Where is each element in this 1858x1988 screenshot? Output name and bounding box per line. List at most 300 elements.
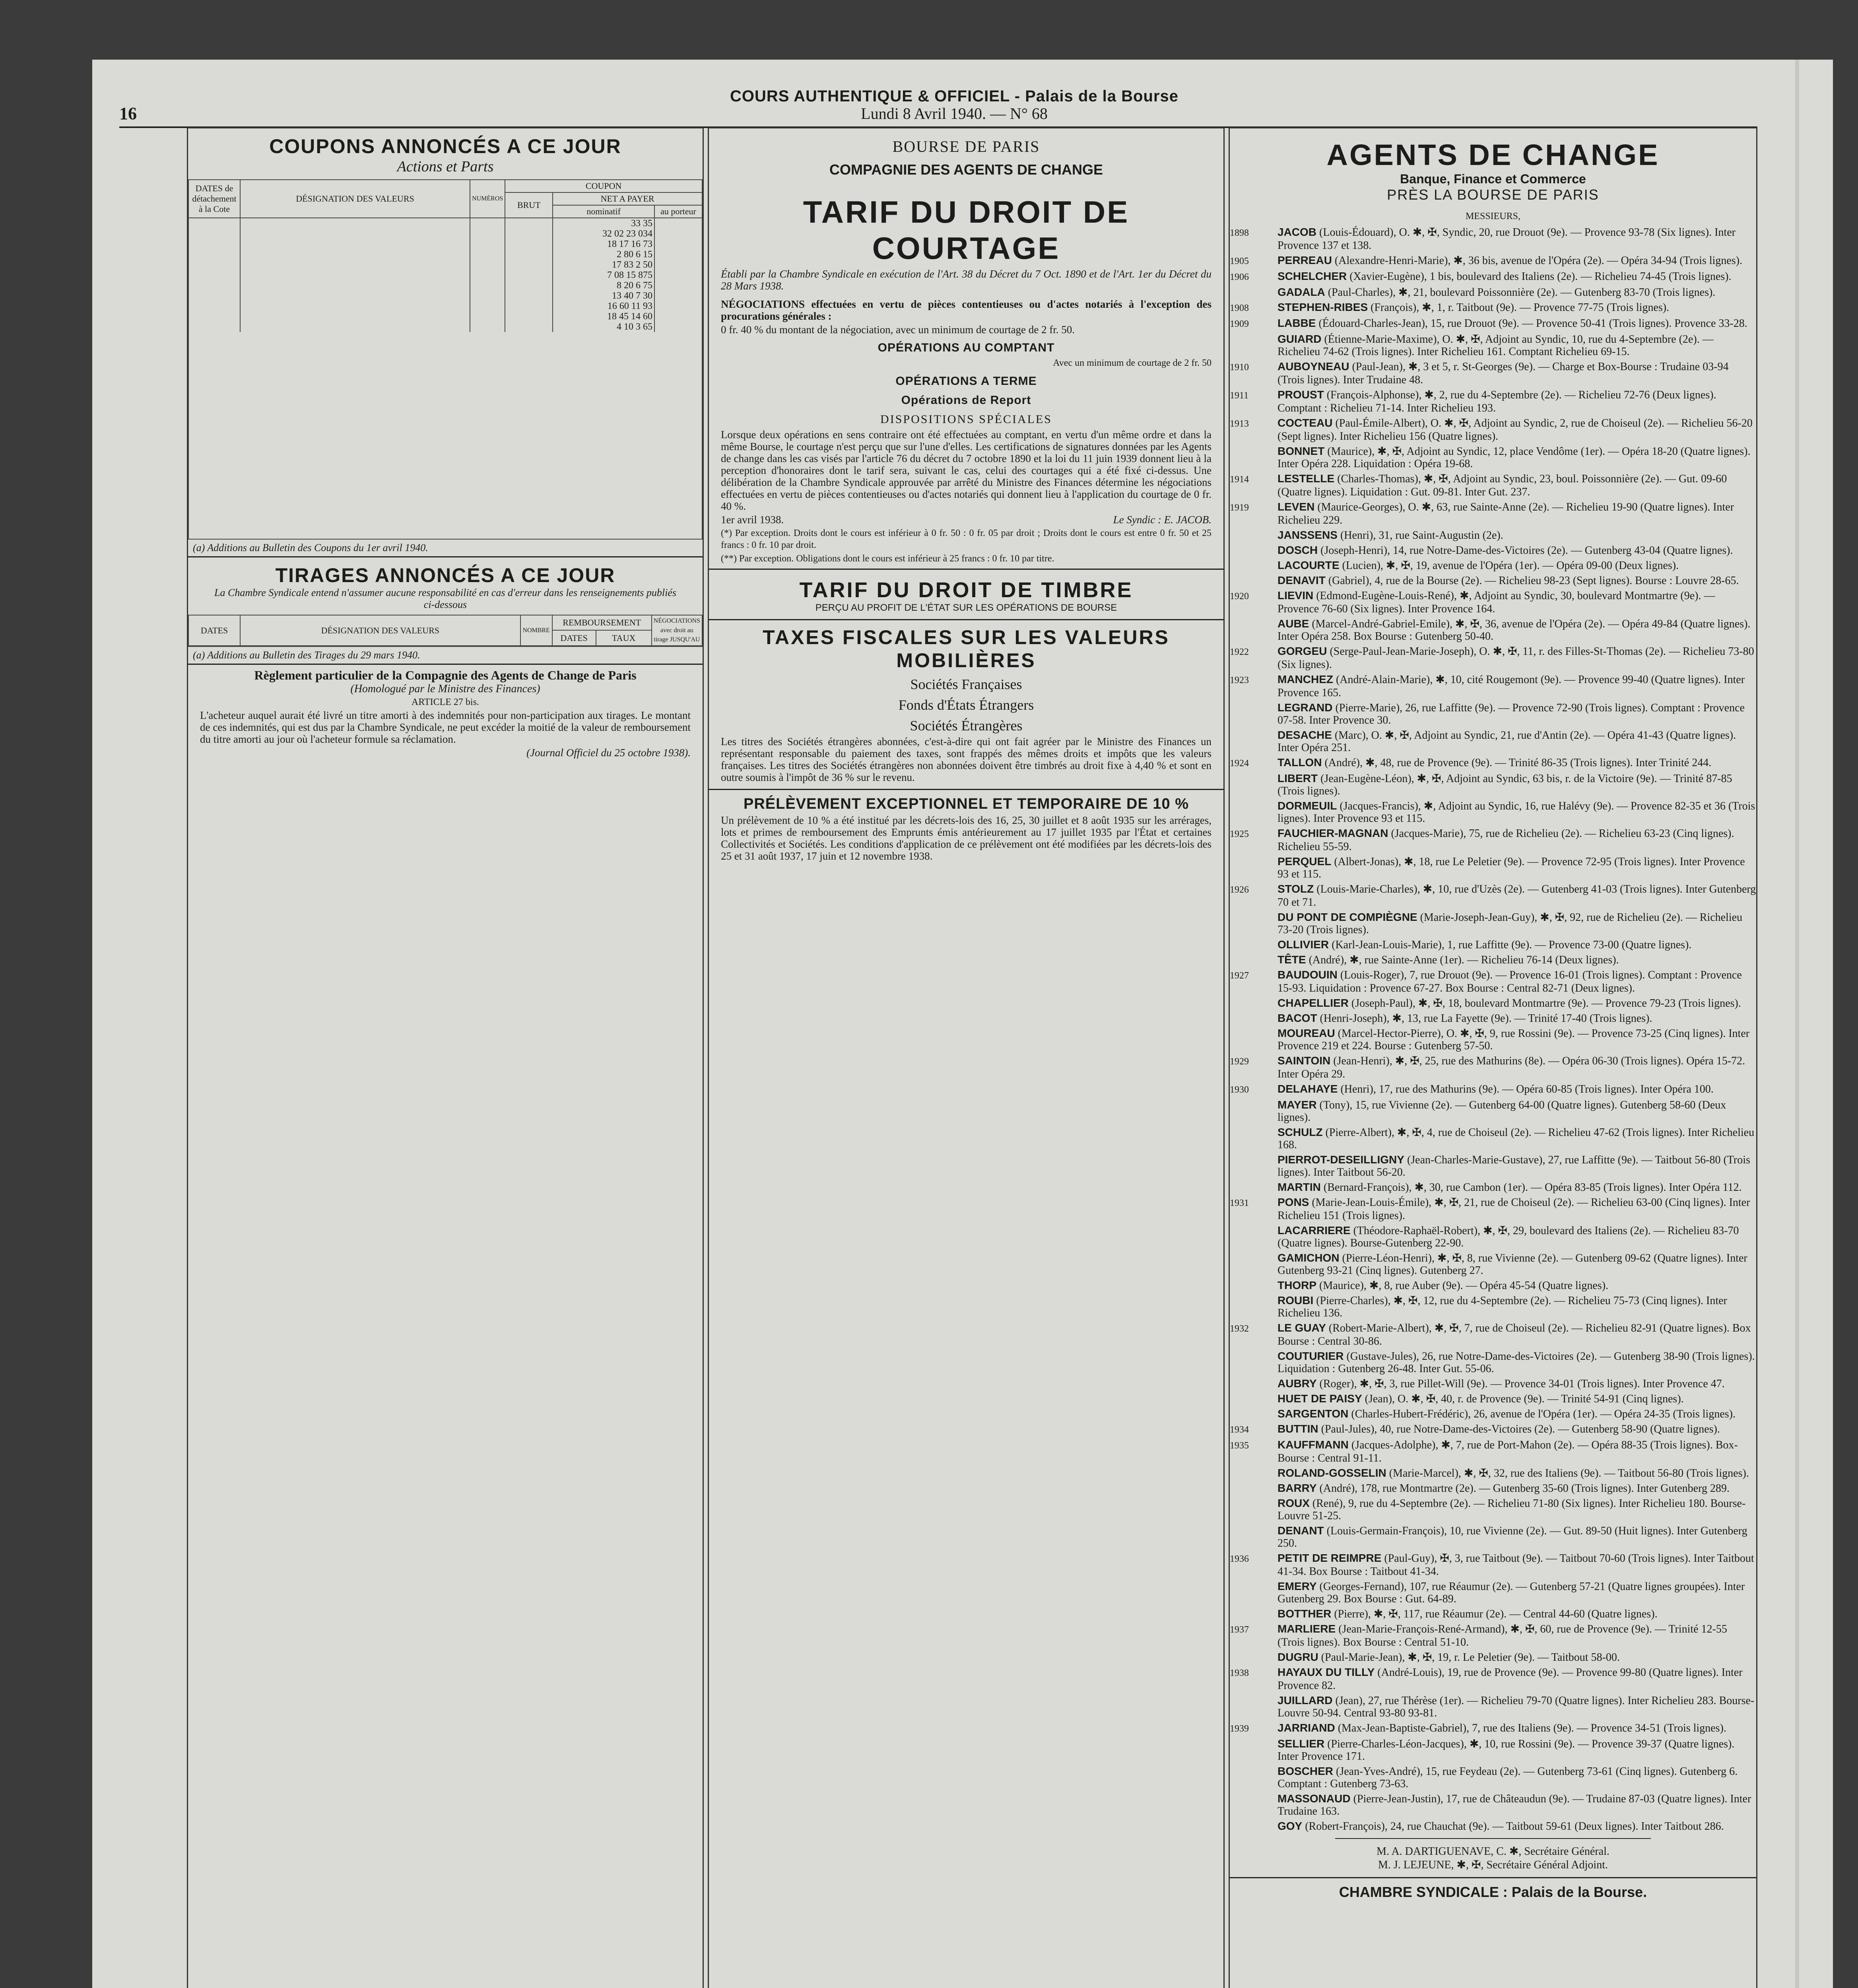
prelevement-text: Un prélèvement de 10 % a été institué par les décrets-lois des 16, 25, 30 juillet et 8 août 1935 sur les arrérages, lots et primes de remboursement des Emprunts émis antérieurement au 17 juillet 1935 par l'État et certaines Collectivités et Sociétés. Les conditions d'application de ce prélèvement ont été modifiées par les décrets-lois des 25 et 31 août 1937, 17 juin et 12 novembre 1938.: [721, 814, 1211, 862]
agent-entry: [1246, 1738, 1756, 1763]
agent-details: (Max-Jean-Baptiste-Gabriel), 7, rue des Italiens (9e). — Provence 34-51 (Trois lignes).: [1335, 1722, 1726, 1734]
agent-entry: [1246, 1580, 1756, 1605]
tarif-note-1: (*) Par exception. Droits dont le cours est inférieur à 0 fr. 50 : 0 fr. 05 par droit ; Droits dont le cours est entre 0 fr. 50 et 25 francs : 0 fr. 10 par droit.: [721, 528, 1211, 550]
table-row: [188, 322, 702, 332]
agent-details: (Théodore-Raphaël-Robert), ✱, ✠, 29, boulevard des Italiens (2e). — Richelieu 83-70 (Quatre lignes). Bourse-Gutenberg 22-90.: [1277, 1225, 1739, 1249]
table-cell: [188, 280, 240, 291]
agent-year: 1930: [1230, 1085, 1249, 1095]
agent-name: JUILLARD: [1277, 1694, 1333, 1706]
table-cell: [470, 249, 505, 260]
agents-sub1: Banque, Finance et Commerce: [1400, 172, 1586, 186]
agent-details: (Charles-Thomas), ✱, ✠, Adjoint au Syndic, 23, boul. Poissonnière (2e). — Gut. 09-60 (Quatre lignes). Liquidation : Gut. 09-81. Inter Gut. 237.: [1277, 473, 1727, 498]
middle-column: [708, 127, 1225, 1988]
agent-name: GORGEU: [1277, 645, 1327, 657]
table-row: [188, 260, 702, 270]
agent-name: PERREAU: [1277, 254, 1332, 266]
table-cell: [240, 260, 470, 270]
agent-name: BOTTHER: [1277, 1607, 1332, 1620]
table-cell: [240, 249, 470, 260]
agent-details: (Jacques-Francis), ✱, Adjoint au Syndic, 16, rue Halévy (9e). — Provence 82-35 et 36 (Trois lignes). Inter Provence 93 et 115.: [1277, 800, 1755, 825]
table-cell: [188, 260, 240, 270]
agent-entry: [1230, 301, 1756, 315]
agent-entry: [1246, 911, 1756, 936]
agent-entry: [1246, 1027, 1756, 1052]
table-cell: [470, 229, 505, 239]
agent-name: LIEVIN: [1277, 589, 1314, 602]
table-cell: [505, 322, 553, 332]
agent-entry: [1246, 559, 1756, 572]
table-cell: [188, 249, 240, 260]
secretaire-general: M. A. DARTIGUENAVE, C. ✱, Secrétaire Général.: [1377, 1845, 1609, 1858]
agent-name: SCHULZ: [1277, 1126, 1323, 1138]
table-row: [188, 291, 702, 301]
agent-name: DELAHAYE: [1277, 1083, 1338, 1095]
agent-entry: [1230, 827, 1756, 853]
agent-entry: [1246, 1408, 1756, 1420]
agent-name: CHAPELLIER: [1277, 997, 1349, 1009]
agent-details: (René), 9, rue du 4-Septembre (2e). — Richelieu 71-80 (Six lignes). Inter Richelieu 180. Bourse-Louvre 51-25.: [1277, 1497, 1746, 1522]
agents-rule: [1335, 1838, 1651, 1839]
agent-name: SAINTOIN: [1277, 1054, 1331, 1067]
agent-entry: [1246, 1497, 1756, 1522]
agent-year: 1898: [1230, 228, 1249, 238]
table-cell: 2 80 6 15: [553, 249, 654, 260]
courtage-subtitle: Établi par la Chambre Syndicale en exécution de l'Art. 38 du Décret du 7 Oct. 1890 et de l'Art. 1er du Décret du 28 Mars 1938.: [721, 268, 1211, 292]
agent-name: SELLIER: [1277, 1738, 1325, 1750]
agent-name: BAUDOUIN: [1277, 969, 1338, 981]
coupons-subtitle: Actions et Parts: [397, 158, 494, 175]
agent-name: OLLIVIER: [1277, 938, 1329, 951]
agent-name: PONS: [1277, 1196, 1309, 1208]
agent-year: 1914: [1230, 474, 1249, 485]
agent-details: (Lucien), ✱, ✠, 19, avenue de l'Opéra (1er). — Opéra 09-00 (Deux lignes).: [1339, 559, 1679, 572]
header-title: COURS AUTHENTIQUE & OFFICIEL - Palais de la Bourse: [730, 87, 1178, 105]
agent-entry: [1246, 1482, 1756, 1495]
coupons-table-blank: [188, 332, 703, 540]
table-cell: 32 02 23 034: [553, 229, 654, 239]
agent-entry: [1230, 388, 1756, 414]
agent-details: (Jacques-Marie), 75, rue de Richelieu (2e). — Richelieu 63-23 (Cinq lignes). Richelieu 55-59.: [1277, 827, 1734, 853]
reglement-subtitle: (Homologué par le Ministre des Finances): [350, 682, 540, 695]
agent-name: DENANT: [1277, 1524, 1324, 1537]
agent-details: (Henri-Joseph), ✱, 13, rue La Fayette (9e). — Trinité 17-40 (Trois lignes).: [1317, 1012, 1652, 1025]
agent-year: 1939: [1230, 1724, 1249, 1734]
agent-year: 1935: [1230, 1441, 1249, 1451]
prelevement-rule: [709, 789, 1223, 790]
table-cell: 8 20 6 75: [553, 280, 654, 291]
societes-etrangeres-title: Sociétés Étrangères: [910, 718, 1023, 734]
agent-year: 1938: [1230, 1668, 1249, 1678]
agent-details: (Serge-Paul-Jean-Marie-Joseph), O. ✱, ✠, 11, r. des Filles-St-Thomas (2e). — Richelieu 73-80 (Six lignes).: [1277, 645, 1754, 671]
compagnie-label: COMPAGNIE DES AGENTS DE CHANGE: [829, 161, 1103, 178]
coupons-footnote: (a) Additions au Bulletin des Coupons du 1er avril 1940.: [193, 542, 428, 553]
table-cell: 18 45 14 60: [553, 311, 654, 322]
agent-name: TALLON: [1277, 756, 1322, 769]
agent-name: JARRIAND: [1277, 1722, 1335, 1734]
agent-name: HAYAUX DU TILLY: [1277, 1666, 1375, 1678]
agent-details: (Xavier-Eugène), 1 bis, boulevard des Italiens (2e). — Richelieu 74-45 (Trois lignes).: [1347, 270, 1732, 283]
table-cell: [240, 218, 470, 229]
agent-entry: [1246, 1153, 1756, 1178]
agent-name: GUIARD: [1277, 333, 1322, 345]
fonds-etats-title: Fonds d'États Étrangers: [898, 697, 1034, 713]
dispositions-date: 1er avril 1938.: [721, 514, 784, 526]
agent-details: (Marcel-André-Gabriel-Emile), ✱, ✠, 36, avenue de l'Opéra (2e). — Opéra 49-84 (Quatre lignes). Inter Opéra 258. Box Bourse : Gutenberg 50-40.: [1277, 618, 1751, 643]
reglement-article: ARTICLE 27 bis.: [412, 697, 479, 707]
table-cell: [654, 218, 702, 229]
taxes-rule: [709, 619, 1223, 620]
table-cell: [188, 322, 240, 332]
agent-name: AUBE: [1277, 617, 1309, 630]
agent-details: (Édouard-Charles-Jean), 15, rue Drouot (9e). — Provence 50-41 (Trois lignes). Provence 33-28.: [1316, 317, 1747, 330]
table-cell: [470, 239, 505, 249]
agent-details: (Jean), O. ✱, ✠, 40, r. de Provence (9e). — Trinité 54-91 (Cinq lignes).: [1362, 1393, 1684, 1405]
table-cell: [654, 280, 702, 291]
tarif-note-2: (**) Par exception. Obligations dont le cours est inférieur à 25 francs : 0 fr. 10 par titre.: [721, 553, 1054, 564]
agent-entry: [1246, 1651, 1756, 1664]
agent-entry: [1230, 270, 1756, 283]
agent-entry: [1246, 445, 1756, 470]
agent-name: BACOT: [1277, 1012, 1317, 1024]
table-cell: [188, 301, 240, 311]
agent-entry: [1246, 1294, 1756, 1319]
agent-details: (Paul-Jean), ✱, 3 et 5, r. St-Georges (9e). — Charge et Box-Bourse : Trudaine 03-94 (Trois lignes). Inter Trudaine 48.: [1277, 361, 1729, 386]
agent-name: BARRY: [1277, 1482, 1317, 1494]
agent-entry: [1246, 529, 1756, 542]
agent-entry: [1246, 333, 1756, 358]
agent-entry: [1246, 1694, 1756, 1719]
agent-details: (Maurice), ✱, ✠, Adjoint au Syndic, 12, place Vendôme (1er). — Opéra 18-20 (Quatre lignes). Inter Opéra 228. Liquidation : Opéra 19-68.: [1277, 445, 1751, 470]
agent-entry: [1246, 1279, 1756, 1292]
agent-details: (Gustave-Jules), 26, rue Notre-Dame-des-Victoires (2e). — Gutenberg 38-90 (Trois lignes). Liquidation : Gutenberg 26-48. Inter Gut. 55-06.: [1277, 1350, 1755, 1375]
table-cell: [654, 239, 702, 249]
table-cell: 4 10 3 65: [553, 322, 654, 332]
agent-entry: [1246, 286, 1756, 299]
agent-entry: [1246, 1224, 1756, 1249]
table-row: [188, 301, 702, 311]
agent-entry: [1246, 1792, 1756, 1817]
tirages-table: [188, 615, 703, 647]
agent-year: 1931: [1230, 1198, 1249, 1208]
agent-name: GADALA: [1277, 286, 1325, 298]
table-cell: [470, 322, 505, 332]
agent-entry: [1230, 1322, 1756, 1347]
agent-entry: [1246, 997, 1756, 1010]
table-cell: [240, 280, 470, 291]
agent-name: SCHELCHER: [1277, 270, 1347, 282]
agent-name: AUBRY: [1277, 1377, 1317, 1390]
agent-details: (Albert-Jonas), ✱, 18, rue Le Peletier (9e). — Provence 72-95 (Trois lignes). Inter Provence 93 et 115.: [1277, 856, 1745, 880]
agent-name: DENAVIT: [1277, 574, 1326, 586]
agent-details: (Robert-Marie-Albert), ✱, ✠, 7, rue de Choiseul (2e). — Richelieu 82-91 (Quatre lignes). Box Bourse : Central 30-86.: [1277, 1322, 1751, 1347]
agent-entry: [1246, 1377, 1756, 1390]
agent-year: 1911: [1230, 390, 1249, 401]
agent-entry: [1246, 1126, 1756, 1151]
table-cell: [505, 301, 553, 311]
col-designation: DÉSIGNATION DES VALEURS: [240, 180, 470, 218]
agent-entry: [1246, 855, 1756, 880]
timbre-subtitle: PERÇU AU PROFIT DE L'ÉTAT SUR LES OPÉRATIONS DE BOURSE: [815, 602, 1117, 613]
agent-entry: [1230, 1623, 1756, 1648]
agent-entry: [1246, 617, 1756, 643]
secretaire-adjoint: M. J. LEJEUNE, ✱, ✠, Secrétaire Général Adjoint.: [1378, 1859, 1608, 1871]
agent-entry: [1246, 1524, 1756, 1549]
agent-entry: [1230, 1423, 1756, 1436]
agent-name: MASSONAUD: [1277, 1792, 1351, 1805]
table-cell: [654, 249, 702, 260]
coupons-rule: [188, 556, 703, 557]
timbre-rule: [709, 569, 1223, 570]
courtage-title: TARIF DU DROIT DE COURTAGE: [803, 194, 1130, 266]
agent-entry: [1246, 1765, 1756, 1790]
report-title: Opérations de Report: [901, 394, 1031, 407]
agent-year: 1929: [1230, 1056, 1249, 1067]
agent-year: 1905: [1230, 256, 1249, 266]
agent-year: 1919: [1230, 503, 1249, 513]
negociations-rate: 0 fr. 40 % du montant de la négociation, avec un minimum de courtage de 2 fr. 50.: [721, 324, 1075, 336]
agent-name: LEVEN: [1277, 501, 1315, 513]
taxes-title: TAXES FISCALES SUR LES VALEURS MOBILIÈRES: [763, 626, 1170, 672]
table-row: [188, 249, 702, 260]
table-cell: [654, 291, 702, 301]
agent-details: (Alexandre-Henri-Marie), ✱, 36 bis, avenue de l'Opéra (2e). — Opéra 34-94 (Trois lignes).: [1332, 254, 1742, 267]
coupons-title: COUPONS ANNONCÉS A CE JOUR: [269, 135, 621, 157]
table-cell: [470, 291, 505, 301]
agent-details: (Paul-Charles), ✱, 21, boulevard Poissonnière (2e). — Gutenberg 83-70 (Trois lignes).: [1325, 286, 1716, 299]
prelevement-title: PRÉLÈVEMENT EXCEPTIONNEL ET TEMPORAIRE DE 10 %: [743, 796, 1189, 812]
col-net: NET A PAYER: [553, 192, 702, 205]
agent-name: DU PONT DE COMPIÈGNE: [1277, 911, 1417, 923]
table-cell: 16 60 11 93: [553, 301, 654, 311]
table-row: [188, 239, 702, 249]
agent-entry: [1246, 1012, 1756, 1025]
agent-name: MOUREAU: [1277, 1027, 1335, 1039]
agent-details: (Joseph-Henri), 14, rue Notre-Dame-des-Victoires (2e). — Gutenberg 43-04 (Quatre lignes).: [1318, 544, 1733, 557]
agent-year: 1937: [1230, 1625, 1249, 1635]
agent-name: MARTIN: [1277, 1181, 1321, 1193]
chambre-title: CHAMBRE SYNDICALE : Palais de la Bourse.: [1339, 1884, 1647, 1900]
table-cell: [188, 229, 240, 239]
agent-entry: [1246, 1252, 1756, 1277]
agent-name: JACOB: [1277, 226, 1317, 238]
agent-details: (Louis-Marie-Charles), ✱, 10, rue d'Uzès (2e). — Gutenberg 41-03 (Trois lignes). Inter Gutenberg 70 et 71.: [1277, 883, 1756, 909]
table-row: [188, 229, 702, 239]
agent-name: DOSCH: [1277, 544, 1318, 556]
agent-year: 1932: [1230, 1324, 1249, 1334]
table-cell: [505, 218, 553, 229]
agent-details: (Paul-Émile-Albert), O. ✱, ✠, Adjoint au Syndic, 2, rue de Choiseul (2e). — Richelieu 56-20 (Sept lignes). Inter Richelieu 156 (Quatre lignes).: [1277, 417, 1753, 443]
agent-details: (Charles-Hubert-Frédéric), 26, avenue de l'Opéra (1er). — Opéra 24-35 (Trois lignes).: [1348, 1408, 1736, 1420]
agent-name: BONNET: [1277, 445, 1325, 457]
tirages-rule: [188, 664, 703, 665]
agent-details: (Pierre-Jean-Justin), 17, rue de Châteaudun (9e). — Trudaine 87-03 (Quatre lignes). Inter Trudaine 163.: [1277, 1793, 1751, 1817]
table-cell: [470, 218, 505, 229]
agent-year: 1920: [1230, 591, 1249, 602]
agent-name: PERQUEL: [1277, 855, 1332, 868]
col-tir-nombre: NOMBRE: [520, 615, 552, 646]
table-cell: [188, 311, 240, 322]
table-row: [188, 270, 702, 280]
agent-details: (André), ✱, 48, rue de Provence (9e). — Trinité 86-35 (Trois lignes). Inter Trinité 244.: [1322, 757, 1712, 769]
agent-details: (Louis-Édouard), O. ✱, ✠, Syndic, 20, rue Drouot (9e). — Provence 93-78 (Six lignes). Inter Provence 137 et 138.: [1277, 226, 1736, 252]
table-cell: [470, 280, 505, 291]
agent-name: TÊTE: [1277, 953, 1306, 966]
agent-year: 1925: [1230, 829, 1249, 839]
agent-year: 1934: [1230, 1425, 1249, 1435]
agent-name: LACOURTE: [1277, 559, 1340, 571]
table-cell: 13 40 7 30: [553, 291, 654, 301]
agent-entry: [1230, 1196, 1756, 1222]
col-dates: DATES de détachement à la Cote: [188, 180, 240, 218]
agent-entry: [1230, 1722, 1756, 1735]
table-cell: [470, 270, 505, 280]
syndic-signature: Le Syndic : E. JACOB.: [1113, 514, 1211, 526]
agent-entry: [1230, 317, 1756, 330]
agent-name: STEPHEN-RIBES: [1277, 301, 1368, 313]
agent-details: (Edmond-Eugène-Louis-René), ✱, Adjoint au Syndic, 30, boulevard Montmartre (9e). — Provence 76-60 (Six lignes). Inter Provence 164.: [1277, 590, 1715, 615]
table-cell: [188, 218, 240, 229]
table-cell: [470, 260, 505, 270]
agent-year: 1906: [1230, 272, 1249, 282]
table-cell: 33 35: [553, 218, 654, 229]
agent-year: 1927: [1230, 971, 1249, 981]
tirages-subtitle: La Chambre Syndicale entend n'assumer aucune responsabilité en cas d'erreur dans les renseignements publiés ci-dessous: [214, 587, 676, 610]
agent-name: MAYER: [1277, 1099, 1317, 1111]
agent-details: (Paul-Marie-Jean), ✱, ✠, 19, r. Le Peletier (9e). — Taitbout 58-00.: [1318, 1651, 1620, 1664]
agent-entry: [1246, 1350, 1756, 1375]
agent-details: (Jean-Yves-André), 15, rue Feydeau (2e). — Gutenberg 73-61 (Cinq lignes). Gutenberg 6. Comptant : Gutenberg 73-63.: [1277, 1765, 1738, 1790]
agent-name: JANSSENS: [1277, 529, 1338, 541]
table-row: [188, 280, 702, 291]
agent-entry: [1246, 1181, 1756, 1194]
agent-details: (Pierre-Charles), ✱, ✠, 12, rue du 4-Septembre (2e). — Richelieu 75-73 (Cinq lignes). Inter Richelieu 136.: [1277, 1295, 1727, 1319]
col-brut: BRUT: [505, 192, 553, 218]
agent-details: (Maurice-Georges), O. ✱, 63, rue Sainte-Anne (2e). — Richelieu 19-90 (Quatre lignes). Inter Richelieu 229.: [1277, 501, 1734, 526]
agent-details: (Pierre-Marie), 26, rue Laffitte (9e). — Provence 72-90 (Trois lignes). Comptant : Provence 07-58. Inter Provence 30.: [1277, 702, 1745, 726]
agent-details: (Marcel-Hector-Pierre), O. ✱, ✠, 9, rue Rossini (9e). — Provence 73-25 (Cinq lignes). Inter Provence 219 et 224. Bourse : Gutenberg 57-50.: [1277, 1027, 1750, 1052]
agent-name: HUET DE PAISY: [1277, 1392, 1362, 1405]
agent-details: (Pierre-Charles-Léon-Jacques), ✱, 10, rue Rossini (9e). — Provence 39-37 (Quatre lignes). Inter Provence 171.: [1277, 1738, 1735, 1763]
agent-details: (André-Alain-Marie), ✱, 10, cité Rougemont (9e). — Provence 99-40 (Quatre lignes). Inter Provence 165.: [1277, 674, 1745, 699]
agent-name: LACARRIERE: [1277, 1224, 1351, 1237]
table-cell: 7 08 15 875: [553, 270, 654, 280]
agent-name: GOY: [1277, 1820, 1303, 1832]
col-tir-designation: DÉSIGNATION DES VALEURS: [240, 615, 520, 646]
agent-name: ROUBI: [1277, 1294, 1314, 1307]
agent-details: (Pierre-Albert), ✱, ✠, 4, rue de Choiseul (2e). — Richelieu 47-62 (Trois lignes). Inter Richelieu 168.: [1277, 1126, 1755, 1151]
agent-year: 1908: [1230, 303, 1249, 313]
agent-entry: [1230, 226, 1756, 252]
agent-name: EMERY: [1277, 1580, 1317, 1592]
agent-year: 1926: [1230, 885, 1249, 895]
page-fold: [1795, 60, 1799, 1988]
agent-entry: [1246, 772, 1756, 797]
agent-details: (Henri), 31, rue Saint-Augustin (2e).: [1337, 529, 1503, 542]
agents-title: AGENTS DE CHANGE: [1326, 138, 1660, 171]
agent-year: 1924: [1230, 758, 1249, 769]
table-cell: [240, 270, 470, 280]
agent-details: (Maurice), ✱, 8, rue Auber (9e). — Opéra 45-54 (Quatre lignes).: [1316, 1279, 1609, 1292]
agent-entry: [1230, 1552, 1756, 1578]
societes-etrangeres-text: Les titres des Sociétés étrangères abonnées, c'est-à-dire qui ont fait agréer par le Ministre des Finances un représentant responsable du paiement des taxes, sont frappés des mêmes droits et impôts que les valeurs françaises. Les titres des Sociétés étrangères non abonnées doivent être timbrés au droit fixe à 4,40 % et sont en outre soumis à l'impôt de 36 % sur le revenu.: [721, 736, 1211, 783]
agent-details: (André), 178, rue Montmartre (2e). — Gutenberg 35-60 (Trois lignes). Inter Gutenberg 289.: [1316, 1482, 1730, 1495]
agent-name: LE GUAY: [1277, 1322, 1326, 1334]
agent-entry: [1246, 1820, 1756, 1833]
agent-details: (Jean-Charles-Marie-Gustave), 27, rue Laffitte (9e). — Taitbout 56-80 (Trois lignes). Inter Taitbout 56-20.: [1277, 1154, 1750, 1178]
agent-entry: [1246, 544, 1756, 557]
agent-details: (Jacques-Adolphe), ✱, 7, rue de Port-Mahon (2e). — Opéra 88-35 (Trois lignes). Box-Bourse : Central 91-11.: [1277, 1439, 1738, 1464]
bourse-label: BOURSE DE PARIS: [892, 138, 1040, 155]
agent-details: (Marc), O. ✱, ✠, Adjoint au Syndic, 21, rue d'Antin (2e). — Opéra 41-43 (Quatre lignes). Inter Opéra 251.: [1277, 729, 1736, 754]
col-numeros: NUMÉROS: [470, 180, 505, 218]
agent-details: (Paul-Guy), ✠, 3, rue Taitbout (9e). — Taitbout 70-60 (Trois lignes). Inter Taitbout 41-34. Box Bourse : Taitbout 41-34.: [1277, 1552, 1754, 1578]
table-cell: [505, 260, 553, 270]
agent-entry: [1230, 969, 1756, 994]
table-cell: [505, 249, 553, 260]
reglement-text: L'acheteur auquel aurait été livré un titre amorti à des indemnités pour non-participation aux tirages. Le montant de ces indemnités, qui est dus par la Chambre Syndicale, ne peut excéder la moitié de la valeur de remboursement du titre amorti au jour où l'acheteur formule sa réclamation.: [200, 709, 691, 745]
agent-details: (Robert-François), 24, rue Chauchat (9e). — Taitbout 59-61 (Deux lignes). Inter Taitbout 286.: [1302, 1820, 1724, 1833]
agent-name: FAUCHIER-MAGNAN: [1277, 827, 1388, 839]
agent-details: (Henri), 17, rue des Mathurins (9e). — Opéra 60-85 (Trois lignes). Inter Opéra 100.: [1338, 1083, 1714, 1095]
agent-entry: [1230, 501, 1756, 526]
agent-details: (Joseph-Paul), ✱, ✠, 18, boulevard Montmartre (9e). — Provence 79-23 (Trois lignes).: [1348, 997, 1741, 1010]
col-tir-dates: DATES: [188, 615, 240, 646]
col-tir-remb-dates: DATES: [552, 630, 596, 645]
table-cell: 17 83 2 50: [553, 260, 654, 270]
agent-name: STOLZ: [1277, 883, 1314, 895]
table-cell: [505, 280, 553, 291]
agent-name: DESACHE: [1277, 729, 1332, 741]
agent-name: AUBOYNEAU: [1277, 360, 1349, 373]
agent-name: LIBERT: [1277, 772, 1318, 784]
page-number: 16: [119, 104, 137, 123]
agent-entry: [1230, 1083, 1756, 1096]
agent-details: (Pierre), ✱, ✠, 117, rue Réaumur (2e). — Central 44-60 (Quatre lignes).: [1331, 1608, 1658, 1620]
tirages-title: TIRAGES ANNONCÉS A CE JOUR: [275, 564, 615, 586]
agent-entry: [1246, 953, 1756, 966]
table-row: [188, 311, 702, 322]
agent-name: LABBE: [1277, 317, 1316, 329]
dispositions-title: DISPOSITIONS SPÉCIALES: [880, 413, 1052, 426]
table-row: [188, 218, 702, 229]
terme-title: OPÉRATIONS A TERME: [895, 375, 1037, 388]
agent-entry: [1230, 756, 1756, 770]
coupons-table: [188, 179, 703, 332]
agent-year: 1909: [1230, 319, 1249, 329]
societes-francaises-title: Sociétés Françaises: [910, 676, 1022, 692]
col-tir-negociations: NÉGOCIATIONS avec droit au tirage JUSQU'AU: [652, 615, 702, 646]
dispositions-text: Lorsque deux opérations en sens contraire ont été effectuées au comptant, en vertu d'un même ordre et dans la même Bourse, le courtage n'est perçu que sur l'une d'elles. Les certifications de signatures données par les Agents de change dans les cas visés par l'article 76 du décret du 7 octobre 1890 et la loi du 11 juin 1939 donnent lieu à la perception d'honoraires dont le tarif sera, suivant le cas, celui des courtages qui a été fixé ci-dessus. Une délibération de la Chambre Syndicale approuvée par arrêté du Ministre des Finances détermine les négociations effectuées en vertu de pièces contentieuses ou d'actes notariés qui donnent lieu à l'application du courtage de 0 fr. 40 %.: [721, 429, 1211, 512]
table-cell: [654, 270, 702, 280]
tirages-footnote: (a) Additions au Bulletin des Tirages du 29 mars 1940.: [193, 649, 420, 661]
agent-details: (Étienne-Marie-Maxime), O. ✱, ✠, Adjoint au Syndic, 10, rue du 4-Septembre (2e). — Richelieu 74-62 (Trois lignes). Inter Richelieu 161. Comptant Richelieu 69-15.: [1277, 333, 1714, 358]
agent-name: KAUFFMANN: [1277, 1439, 1349, 1451]
agent-name: GAMICHON: [1277, 1252, 1340, 1264]
agent-details: (André-Louis), 19, rue de Provence (9e). — Provence 99-80 (Quatre lignes). Inter Provence 82.: [1277, 1666, 1743, 1692]
table-cell: [654, 301, 702, 311]
agent-name: DUGRU: [1277, 1651, 1318, 1663]
agent-details: (Paul-Jules), 40, rue Notre-Dame-des-Victoires (2e). — Gutenberg 58-90 (Quatre lignes).: [1318, 1423, 1720, 1435]
messieurs-label: MESSIEURS,: [1465, 211, 1521, 221]
agent-entry: [1230, 883, 1756, 909]
table-cell: [240, 301, 470, 311]
agent-name: LESTELLE: [1277, 472, 1335, 485]
agent-entry: [1230, 254, 1756, 268]
agent-entry: [1246, 938, 1756, 951]
table-cell: [470, 311, 505, 322]
agent-entry: [1230, 472, 1756, 498]
agent-details: (Karl-Jean-Louis-Marie), 1, rue Laffitte (9e). — Provence 73-00 (Quatre lignes).: [1329, 939, 1692, 951]
